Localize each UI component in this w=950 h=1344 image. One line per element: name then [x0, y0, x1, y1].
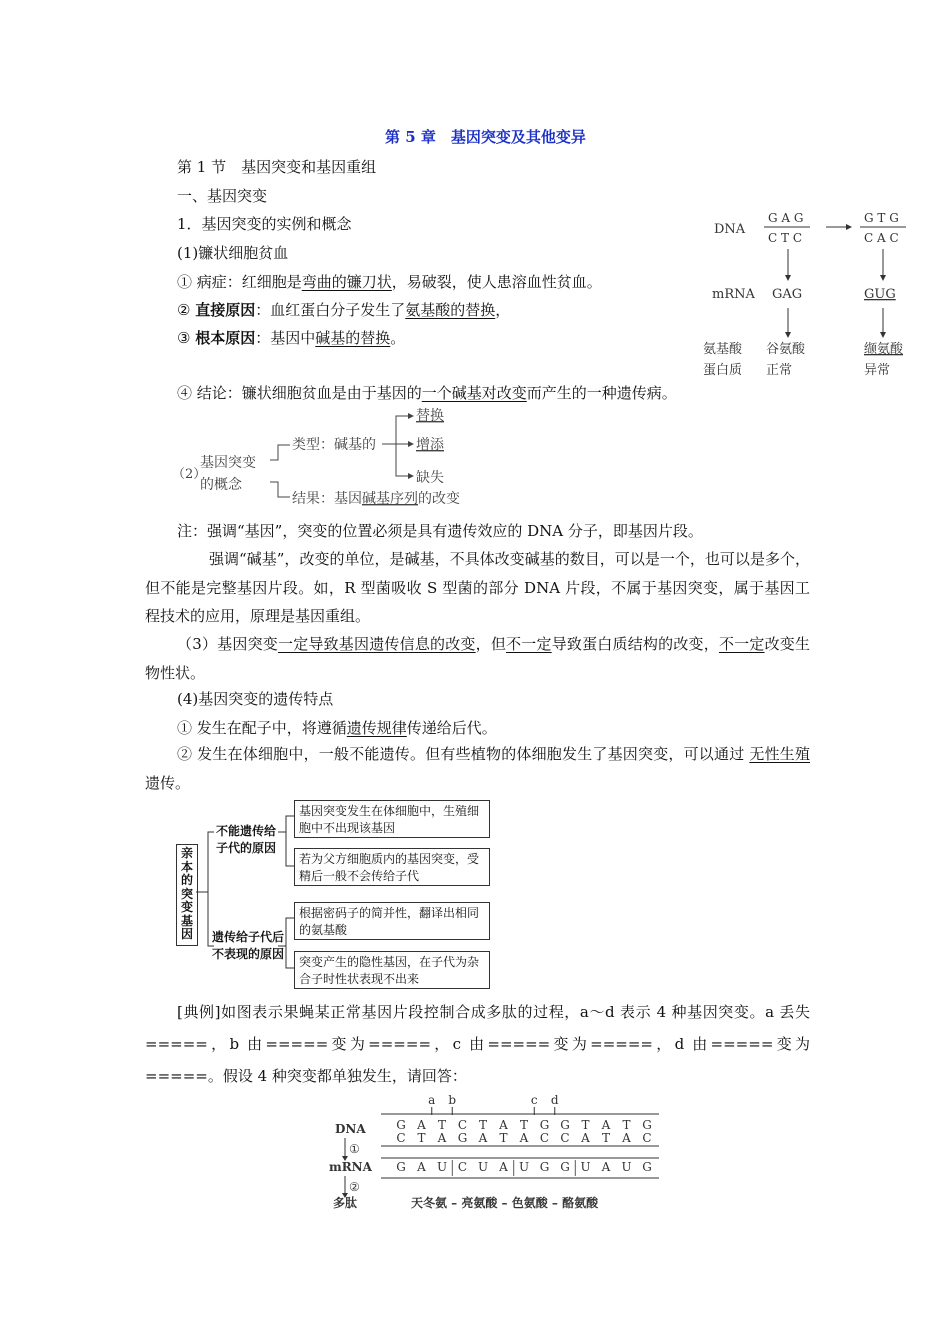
sequence-figure — [325, 1090, 665, 1215]
dna-bottom-base: A — [622, 1131, 631, 1145]
mrna-base: A — [601, 1160, 611, 1174]
text: 改变生物性状。 — [145, 635, 810, 682]
mrna-base: A — [499, 1160, 508, 1174]
branch-label: 子代的原因 — [216, 841, 277, 855]
text: 。 — [390, 329, 406, 347]
bold-term: 根本原因 — [195, 329, 256, 347]
mutation-mark-b: b — [448, 1093, 457, 1107]
mutation-mark-d: d — [550, 1093, 559, 1107]
dna-top-base: T — [437, 1118, 447, 1132]
mrna-label: mRNA — [712, 287, 755, 302]
tree-line — [286, 946, 294, 968]
note-1: 注：强调“基因”，突变的位置必须是具有遗传效应的 DNA 分子，即基因片段。 — [177, 522, 703, 540]
gamete-line — [177, 717, 497, 738]
text: 而产生的一种遗传病。 — [526, 384, 677, 402]
peptide-sequence: 天冬氨 – 亮氨酸 – 色氨酸 – 酪氨酸 — [411, 1196, 599, 1210]
tree-branch-1 — [216, 823, 276, 857]
text: ，但 — [475, 635, 507, 653]
underline-answer: 不一定 — [506, 635, 552, 653]
mrna-base: G — [642, 1160, 652, 1174]
mutation-mark-c: c — [530, 1093, 538, 1107]
type-deletion: 缺失 — [416, 470, 444, 486]
dna-top-base: T — [622, 1118, 631, 1132]
tree-leaf-3: 根据密码子的简并性，翻译出相同的氨基酸 — [294, 902, 490, 940]
underline-answer: 不一定 — [718, 635, 765, 653]
mutation-mark-a: a — [428, 1093, 436, 1107]
mrna-base: U — [621, 1160, 632, 1174]
aa-normal: 谷氨酸 — [766, 342, 806, 357]
mrna-base: A — [417, 1160, 426, 1174]
direct-cause-line — [177, 299, 510, 320]
example-question: [典例]如图表示果蝇某正常基因片段控制合成多肽的过程，a～d 表示 4 种基因突变。a 丢失=====，b 由=====变为=====，c 由=====变为=====，d 由=====变为=====。假设 4 种突变都单独发生，请回答： — [145, 1003, 810, 1085]
text: ② 发生在体细胞中，一般不能遗传。但有些植物的体细胞发生了基因突变，可以通过 — [177, 745, 750, 763]
dna-bottom-base: A — [581, 1131, 590, 1145]
text: ④ 结论：镰状细胞贫血是由于基因的 — [177, 384, 422, 402]
branch-label: 不能遗传给 — [216, 824, 277, 838]
text: 的改变 — [418, 491, 460, 507]
concept-diagram — [170, 402, 490, 514]
arrow-head — [408, 473, 414, 479]
text: ， — [495, 301, 511, 319]
concept-number: （2） — [172, 467, 207, 482]
dna-bottom-base: T — [417, 1131, 426, 1145]
text: ① 发生在配子中，将遵循 — [177, 719, 347, 737]
dna-bottom-base: A — [437, 1131, 447, 1145]
dna-label: DNA — [714, 222, 746, 237]
sub-heading-4: (4)基因突变的遗传特点 — [177, 690, 334, 708]
step-2: ② — [349, 1180, 360, 1194]
mrna-base: G — [396, 1160, 406, 1174]
dna-bottom-normal: C T C — [768, 231, 802, 245]
peptide-label: 多肽 — [333, 1196, 358, 1210]
text: 遗传。 — [145, 773, 191, 792]
text: 结果：基因 — [292, 491, 362, 507]
dna-top-base: T — [478, 1118, 488, 1132]
mrna-base: C — [457, 1160, 468, 1174]
tree-leaf-1: 基因突变发生在体细胞中，生殖细胞中不出现该基因 — [294, 800, 490, 838]
mrna-mutant: GUG — [864, 287, 896, 302]
dna-top-base: A — [499, 1118, 508, 1132]
underline-answer: 一个碱基对改变 — [421, 384, 527, 402]
dna-top-base: C — [457, 1118, 468, 1132]
mrna-base: U — [477, 1160, 489, 1174]
mrna-normal: GAG — [772, 287, 803, 302]
protein-label: 蛋白质 — [703, 363, 743, 378]
concept-name-2: 的概念 — [200, 477, 242, 493]
underline-answer: 氨基酸的替换 — [405, 301, 496, 319]
arrow-head — [880, 332, 886, 338]
dna-bottom-base: T — [499, 1131, 508, 1145]
text: （3）基因突变 — [177, 635, 278, 653]
protein-mutant: 异常 — [864, 363, 891, 378]
dna-bottom-base: C — [539, 1131, 550, 1145]
dna-bottom-base: G — [457, 1131, 468, 1145]
dna-top-base: T — [581, 1118, 590, 1132]
branch-label: 不表现的原因 — [212, 947, 285, 961]
underline-answer: 碱基的替换 — [315, 329, 391, 347]
text: ：基因中 — [255, 329, 316, 347]
text: ① 病症：红细胞是 — [177, 273, 302, 291]
arrow-head — [408, 413, 414, 419]
aa-label: 氨基酸 — [703, 342, 743, 357]
mrna-base: G — [539, 1160, 550, 1174]
part-title: 一、基因突变 — [177, 187, 268, 205]
tree-leaf-4: 突变产生的隐性基因，在子代为杂合子时性状表现不出来 — [294, 951, 490, 989]
dna-top-mutant: G T G — [864, 211, 899, 225]
dna-top-normal: G A G — [768, 211, 804, 225]
dna-top-base: A — [417, 1118, 426, 1132]
root-cause-line — [177, 327, 405, 348]
mrna-base: G — [560, 1160, 570, 1174]
bold-term: 直接原因 — [195, 301, 256, 319]
chapter-title: 第 5 章 基因突变及其他变异 — [385, 128, 586, 146]
text: ：血红蛋白分子发生了 — [255, 301, 406, 319]
dna-top-base: G — [642, 1118, 652, 1132]
arrow-head — [785, 332, 791, 338]
aa-mutant: 缬氨酸 — [864, 342, 904, 357]
underline-answer: 碱基序列 — [362, 491, 418, 507]
type-substitution: 替换 — [416, 408, 444, 424]
seq-dna-label: DNA — [335, 1122, 366, 1136]
dna-bottom-base: C — [396, 1131, 406, 1145]
arrow-head — [846, 224, 852, 230]
dna-bottom-base: A — [519, 1131, 529, 1145]
mrna-base: U — [518, 1160, 530, 1174]
text: 传递给后代。 — [406, 719, 497, 737]
dna-bottom-base: C — [560, 1131, 570, 1145]
branch-label: 遗传给子代后 — [212, 930, 285, 944]
dna-top-base: T — [519, 1118, 529, 1132]
text: ② — [177, 301, 196, 319]
point-3 — [145, 630, 810, 687]
somatic-line — [145, 740, 810, 797]
mrna-base: U — [436, 1160, 448, 1174]
dna-top-base: G — [396, 1118, 406, 1132]
protein-normal: 正常 — [766, 363, 793, 378]
section-title: 第 1 节 基因突变和基因重组 — [177, 158, 377, 176]
arrow-head — [880, 275, 886, 281]
tree-leaf-2: 若为父方细胞质内的基因突变，受精后一般不会传给子代 — [294, 848, 490, 886]
dna-bottom-mutant: C A C — [864, 231, 899, 245]
note-2: 强调“碱基”，改变的单位，是碱基，不具体改变碱基的数目，可以是一个，也可以是多个，但不能是完整基因片段。如，R 型菌吸收 S 型菌的部分 DNA 片段，不属于基因突变，属于基因工程技术的应用，原理是基因重组。 — [145, 550, 810, 625]
arrow-head — [785, 275, 791, 281]
seq-mrna-label: mRNA — [329, 1160, 372, 1174]
bracket-line — [270, 445, 290, 460]
heading-1: 1．基因突变的实例和概念 — [177, 215, 352, 233]
dna-bottom-base: C — [642, 1131, 652, 1145]
bracket-line — [270, 482, 290, 497]
tree-line — [286, 832, 294, 866]
sub-heading-1: (1)镰状细胞贫血 — [177, 244, 289, 262]
mrna-base: U — [580, 1160, 591, 1174]
tree-line — [196, 832, 214, 892]
dna-bottom-base: A — [478, 1131, 488, 1145]
step-1: ① — [349, 1142, 360, 1156]
text: 导致蛋白质结构的改变， — [551, 635, 719, 653]
branch-line — [396, 444, 408, 476]
text: ，易破裂，使人患溶血性贫血。 — [391, 273, 602, 291]
dna-top-base: A — [601, 1118, 611, 1132]
dna-top-base: G — [560, 1118, 570, 1132]
symptom-line — [177, 271, 602, 292]
conclusion-line — [177, 382, 677, 403]
tree-root: 亲本的突变基因 — [176, 844, 198, 946]
dna-bottom-base: T — [601, 1131, 611, 1145]
text: ③ — [177, 329, 196, 347]
underline-answer: 无性生殖 — [749, 745, 810, 763]
result-label — [292, 490, 460, 507]
tree-branch-2 — [212, 929, 284, 963]
concept-name-1: 基因突变 — [200, 455, 256, 471]
underline-answer: 一定导致基因遗传信息的改变 — [277, 635, 476, 653]
branch-line — [382, 416, 408, 444]
underline-answer: 弯曲的镰刀状 — [301, 273, 392, 291]
sickle-cell-dna-figure — [700, 205, 920, 385]
arrow-head — [408, 441, 414, 447]
type-addition: 增添 — [416, 437, 444, 453]
type-label: 类型：碱基的 — [292, 437, 376, 453]
underline-answer: 遗传规律 — [346, 719, 407, 737]
tree-line — [278, 816, 294, 832]
dna-top-base: G — [539, 1118, 550, 1132]
